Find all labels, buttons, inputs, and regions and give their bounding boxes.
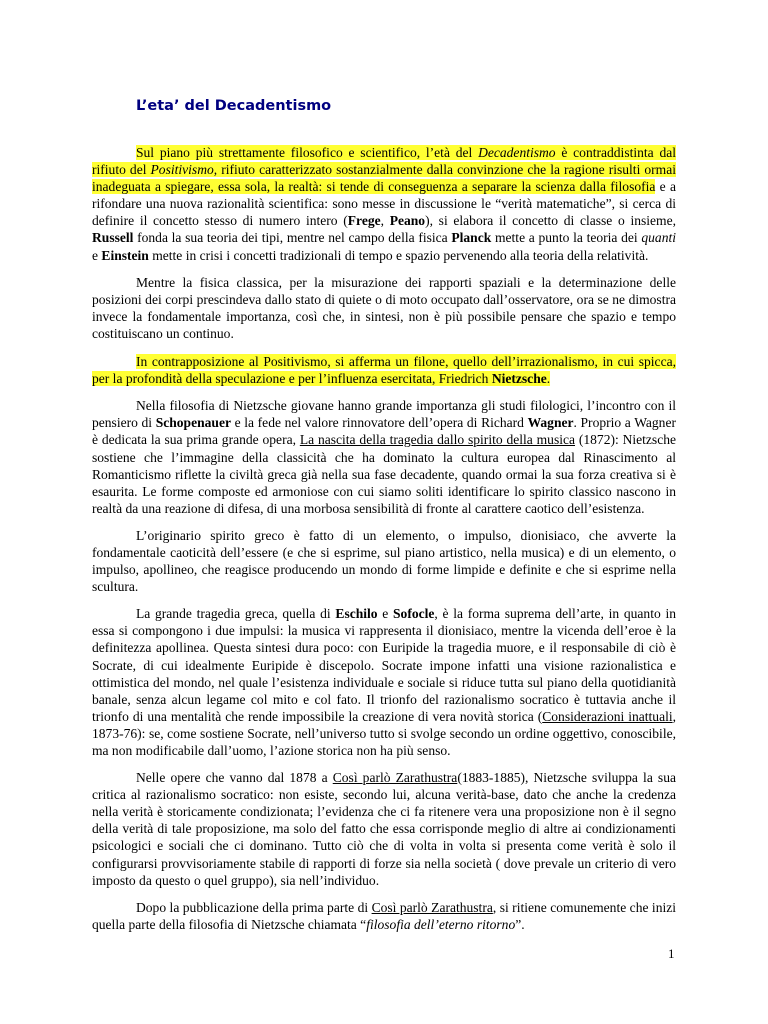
paragraph-8: Dopo la pubblicazione della prima parte di Così parlò Zarathustra, si ritiene comunemente che inizi quella parte della filosofia di Nietzsche chiamata “filosofia dell’eterno ritorno”. [92, 899, 677, 932]
page-number: 1 [668, 946, 675, 961]
paragraph-1: Sul piano più strettamente filosofico e scientifico, l’età del Decadentismo è contraddistinta dal rifiuto del Positivismo, rifiuto caratterizzato sostanzialmente dalla convinzione che la ragione risulti ormai inadeguata a spiegare, essa sola, la realtà: si tende di conseguenza a separare la scienza dalla filosofia e a rifondare una nuova razionalità scientifica: sono messe in discussione le “verità matematiche”, si cerca di definire il concetto stesso di numero intero (Frege, Peano), si elabora il concetto di classe o insieme, Russell fonda la sua teoria dei tipi, mentre nel campo della fisica Planck mette a punto la teoria dei quanti e Einstein mette in crisi i concetti tradizionali di tempo e spazio pervenendo alla teoria della relatività. [92, 145, 676, 263]
highlighted-text: In contrapposizione al Positivismo, si afferma un filone, quello dell’irrazionalismo, in cui spicca, per la profondità della speculazione e per l’influenza esercitata, Friedrich Nietzsche. [92, 354, 676, 387]
book-title: La nascita della tragedia dallo spirito della musica [299, 432, 576, 448]
document-body [92, 144, 676, 943]
paragraph-7: Nelle opere che vanno dal 1878 a Così parlò Zarathustra(1883-1885), Nietzsche sviluppa la sua critica al razionalismo socratico: non esiste, secondo lui, alcuna verità-base, dato che anche la credenza nella verità è storicamente condizionata; l’evidenza che ci fa ritenere vera una proposizione non è il segno della verità di tale proposizione, ma solo del fatto che essa corrisponde meglio di altre ai condizionamenti psicologici e sociali che ci dominano. Tutto ciò che di volta in volta si presenta come verità è solo il configurarsi provvisoriamente stabile di rapporti di forze sia nella società ( dove prevale un criterio di vero imposto da questo o quel gruppo), sia nell’individuo. [92, 770, 676, 888]
book-title: Così parlò Zarathustra [332, 770, 458, 786]
paragraph-5: L’originario spirito greco è fatto di un elemento, o impulso, dionisiaco, che avverte la fondamentale caoticità dell’essere (e che si esprime, sul piano artistico, nella musica) e di un elemento, o impulso, apollineo, che reagisce producendo un mondo di forme limpide e definite e che si esprime nella scultura. [92, 527, 676, 595]
book-title: Considerazioni inattuali [542, 708, 673, 724]
paragraph-3 [92, 353, 676, 387]
paragraph-6: La grande tragedia greca, quella di Eschilo e Sofocle, è la forma suprema dell’arte, in quanto in essa si compongono i due impulsi: la musica vi rappresenta il dionisiaco, mentre la vicenda dell’eroe è la definitezza apollinea. Questa sintesi dura poco: con Euripide la tragedia muore, e il responsabile di ciò è Socrate, di cui idealmente Euripide è discepolo. Socrate impone infatti una visione razionalistica e ottimistica del mondo, nel quale l’esistenza individuale e sociale si riduce tutta sul piano della quotidianità banale, senza alcun legame col mito e col fato. Il trionfo del razionalismo socratico è tuttavia anche il trionfo di una mentalità che rende impossibile la creazione di vera novità storica (Considerazioni inattuali, 1873-76): se, come sostiene Socrate, nell’universo tutto si svolge secondo un ordine oggettivo, conoscibile, ma non modificabile dall’uomo, l’azione storica non ha più senso. [92, 606, 676, 758]
paragraph-4: Nella filosofia di Nietzsche giovane hanno grande importanza gli studi filologici, l’incontro con il pensiero di Schopenauer e la fede nel valore rinnovatore dell’opera di Richard Wagner. Proprio a Wagner è dedicata la sua prima grande opera, La nascita della tragedia dallo spirito della musica (1872): Nietzsche sostiene che l’immagine della classicità che ha dominato la cultura europea dal Rinascimento al Romanticismo riflette la civiltà greca già nella sua fase decadente, quando ormai la sua forza creativa si è esaurita. Le forme composte ed armoniose con cui siamo soliti identificare lo spirito classico nascono in realtà da una reazione di difesa, di una morbosa sensibilità di fronte al carattere caotico dell’esistenza. [92, 398, 676, 516]
book-title: Così parlò Zarathustra [371, 899, 493, 915]
paragraph-2: Mentre la fisica classica, per la misurazione dei rapporti spaziali e la determinazione delle posizioni dei corpi prescindeva dallo stato di quiete o di moto occupato dall’osservatore, ora se ne dimostra invece la fondamentale importanza, così che, in sintesi, non è più possibile pensare che spazio e tempo costituiscano un continuo. [92, 274, 676, 341]
document-title: L’eta’ del Decadentismo [136, 98, 332, 114]
highlighted-text: Sul piano più strettamente filosofico e scientifico, l’età del Decadentismo è contraddistinta dal rifiuto del Positivismo, rifiuto caratterizzato sostanzialmente dalla convinzione che la ragione risulti ormai inadeguata a spiegare, essa sola, la realtà: si tende di conseguenza a separare la scienza dalla filosofia [92, 145, 676, 195]
